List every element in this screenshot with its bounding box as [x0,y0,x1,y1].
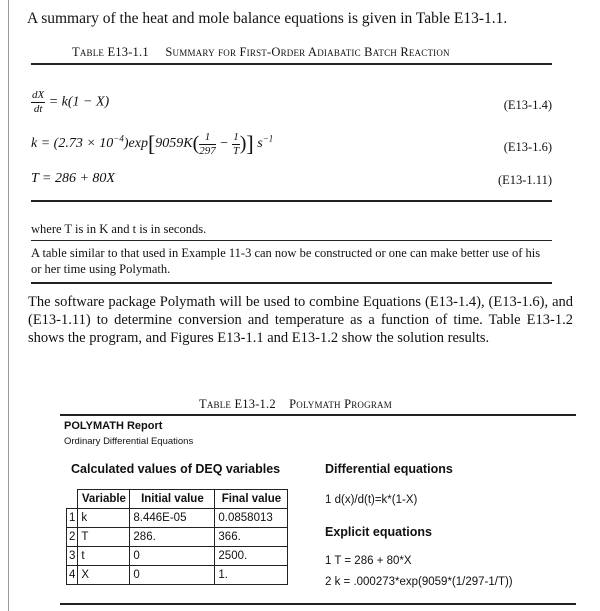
cell-final: 366. [215,528,288,547]
table1-top-rule [31,63,552,65]
table1-mid-rule [31,200,552,202]
fraction-1-over-t: $\frac{1}{T}$ [232,130,240,157]
table-header-row [67,490,288,509]
differential-equations-header: Differential equations [325,462,453,476]
table2-title: Polymath Program [289,397,392,411]
table1-caption [72,45,450,60]
column-header-final: Final value [215,490,288,509]
report-title: POLYMATH Report [64,420,163,432]
units-note: where T is in K and t is in seconds. [31,222,207,236]
table-row [67,566,288,585]
cell-variable: t [78,547,130,566]
explicit-equations-header: Explicit equations [325,525,432,539]
table1-label: Table E13-1.1 [72,45,149,59]
cell-initial: 286. [130,528,215,547]
cell-initial: 8.446E-05 [130,509,215,528]
cell-variable: k [78,509,130,528]
row-index: 1 [67,509,78,528]
cell-initial: 0 [130,547,215,566]
cell-variable: T [78,528,130,547]
body-paragraph: The software package Polymath will be used to combine Equations (E13-1.4), (E13-1.6), and (E13-1.11) to determine conversion and temperature as a function of time. Table E13-1.2 shows the program, and Figures E13-1.1 and E13-1.2 show the solution results. [28,294,573,346]
deq-variables-header: Calculated values of DEQ variables [71,462,281,476]
deq-values-table [66,489,288,585]
cell-final: 1. [215,566,288,585]
row-index: 4 [67,566,78,585]
table-row [67,547,288,566]
table2-bottom-rule [60,603,576,605]
column-header-initial: Initial value [130,490,215,509]
column-header-variable: Variable [78,490,130,509]
equation-e13-1-4: $\frac{dX}{dt}$ = k(1 − X) [32,89,110,115]
differential-equation: 1 d(x)/d(t)=k*(1-X) [325,494,418,506]
row-index: 2 [67,528,78,547]
table2-caption [199,397,392,412]
explicit-equation-2: 2 k = .000273*exp(9059*(1/297-1/T)) [325,576,513,588]
table1-title: Summary for First-Order Adiabatic Batch Reaction [165,45,450,59]
intro-text: A summary of the heat and mole balance equations is given in Table E13-1.1. [27,10,508,27]
row-index: 3 [67,547,78,566]
cell-variable: X [78,566,130,585]
equation-number-e13-1-4: (E13-1.4) [503,98,552,112]
equation-number-e13-1-11: (E13-1.11) [497,173,552,187]
table-row [67,528,288,547]
table-row [67,509,288,528]
table-note: A table similar to that used in Example 11-3 can now be constructed or one can make better use of his or her time using Polymath. [31,246,541,276]
dxdt-fraction: $\frac{dX}{dt}$ [32,89,45,115]
table1-bottom-rule [31,282,552,284]
table2-label: Table E13-1.2 [199,397,276,411]
table2-top-rule [60,414,576,416]
equation-e13-1-6: $k = (2.73 \times 10^{-4})\exp[9059K$( $\frac{1}{297}$ − $\frac{1}{T}$ )] $s^{-1}$ [31,130,274,157]
explicit-equation-1: 1 T = 286 + 80*X [325,555,412,567]
cell-final: 2500. [215,547,288,566]
margin-rule [8,0,9,611]
fraction-1-over-297: $\frac{1}{297}$ [199,130,216,157]
report-subtitle: Ordinary Differential Equations [64,436,194,447]
note-rule [31,240,552,241]
equation-number-e13-1-6: (E13-1.6) [503,140,552,154]
equation-e13-1-11: T = 286 + 80X [31,171,115,186]
cell-initial: 0 [130,566,215,585]
cell-final: 0.0858013 [215,509,288,528]
